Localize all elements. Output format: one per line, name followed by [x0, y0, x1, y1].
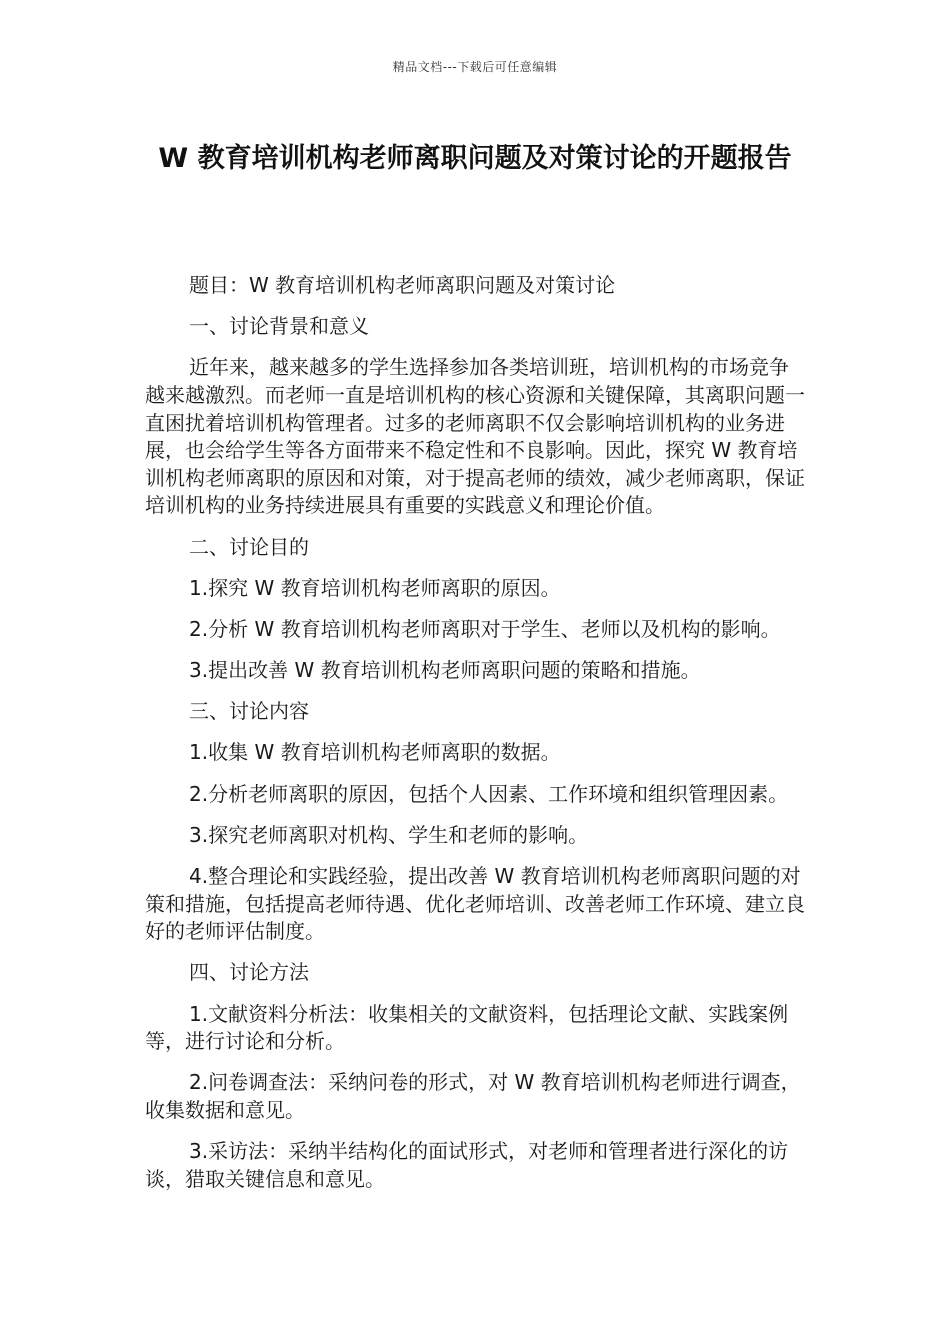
purpose-item: 3.提出改善 W 教育培训机构老师离职问题的策略和措施。 [189, 658, 701, 683]
purpose-item: 1.探究 W 教育培训机构老师离职的原因。 [189, 575, 561, 600]
document-title: W 教育培训机构老师离职问题及对策讨论的开题报告 [158, 143, 792, 174]
purpose-item: 2.分析 W 教育培训机构老师离职对于学生、老师以及机构的影响。 [189, 616, 781, 641]
background-paragraph: 近年来，越来越多的学生选择参加各类培训班，培训机构的市场竞争越来越激烈。而老师一直是培训机构的核心资源和关键保障，其离职问题一直困扰着培训机构管理者。过多的老师离职不仅会影响培训机构的业务进展，也会给学生等各方面带来不稳定性和不良影响。因此，探究 W 教育培训机构老师离职的原因和对策，对于提高老师的绩效，减少老师离职，保证培训机构的业务持续进展具有重要的实践意义和理论价值。 [145, 355, 805, 518]
method-item: 2.问卷调查法：采纳问卷的形式，对 W 教育培训机构老师进行调查，收集数据和意见。 [145, 1070, 801, 1122]
section-heading-background: 一、讨论背景和意义 [189, 314, 369, 339]
content-item: 4.整合理论和实践经验，提出改善 W 教育培训机构老师离职问题的对策和措施，包括提高老师待遇、优化老师培训、改善老师工作环境、建立良好的老师评估制度。 [145, 864, 805, 944]
content-item: 2.分析老师离职的原因，包括个人因素、工作环境和组织管理因素。 [189, 781, 789, 806]
topic-line: 题目：W 教育培训机构老师离职问题及对策讨论 [189, 273, 616, 297]
section-heading-methods: 四、讨论方法 [189, 960, 309, 985]
method-item: 1.文献资料分析法：收集相关的文献资料，包括理论文献、实践案例等，进行讨论和分析。 [145, 1001, 789, 1054]
content-item: 3.探究老师离职对机构、学生和老师的影响。 [189, 822, 589, 847]
header-note: 精品文档---下载后可任意编辑 [392, 60, 558, 74]
document-body [145, 272, 807, 1207]
method-item: 3.采访法：采纳半结构化的面试形式，对老师和管理者进行深化的访谈，猎取关键信息和意见。 [145, 1139, 789, 1191]
content-item: 1.收集 W 教育培训机构老师离职的数据。 [189, 740, 561, 765]
section-heading-purpose: 二、讨论目的 [189, 534, 309, 559]
section-heading-content: 三、讨论内容 [189, 699, 309, 724]
